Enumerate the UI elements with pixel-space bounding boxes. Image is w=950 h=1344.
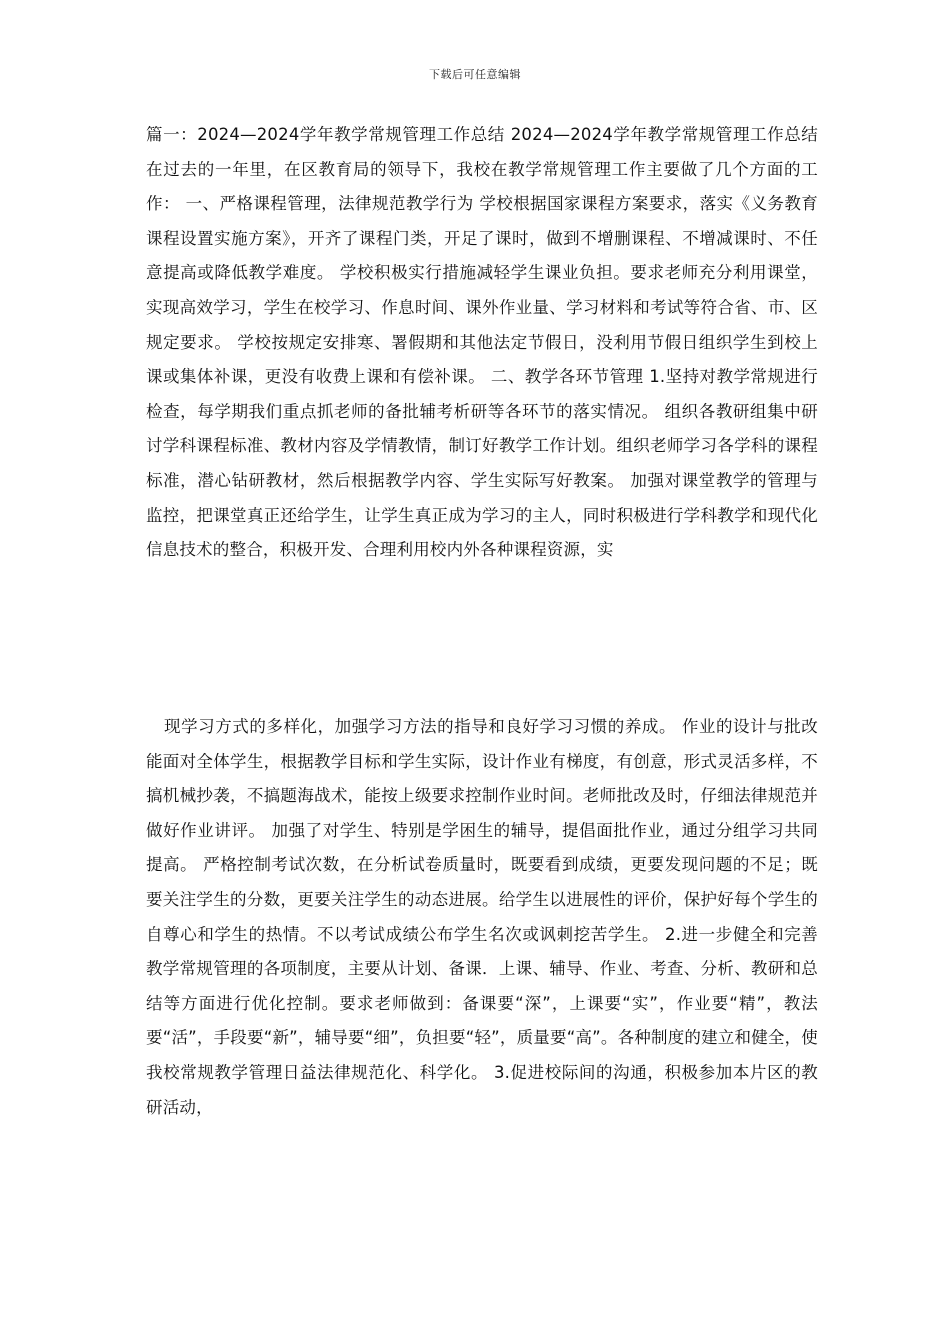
- body-paragraph-1: 篇一：2024—2024学年教学常规管理工作总结 2024—2024学年教学常规管理工作总结 在过去的一年里，在区教育局的领导下，我校在教学常规管理工作主要做了几个方面的工作： 一、严格课程管理，法律规范教学行为 学校根据国家课程方案要求，落实《义务教育课程设置实施方案》，开齐了课程门类，开足了课时，做到不增删课程、不增减课时、不任意提高或降低教学难度。 学校积极实行措施减轻学生课业负担。要求老师充分利用课堂，实现高效学习，学生在校学习、作息时间、课外作业量、学习材料和考试等符合省、市、区规定要求。 学校按规定安排寒、署假期和其他法定节假日，没利用节假日组织学生到校上课或集体补课，更没有收费上课和有偿补课。 二、教学各环节管理 1.坚持对教学常规进行检查，每学期我们重点抓老师的备批辅考析研等各环节的落实情况。 组织各教研组集中研讨学科课程标准、教材内容及学情教情，制订好教学工作计划。组织老师学习各学科的课程标准，潜心钻研教材，然后根据教学内容、学生实际写好教案。 加强对课堂教学的管理与监控，把课堂真正还给学生，让学生真正成为学习的主人，同时积极进行学科教学和现代化信息技术的整合，积极开发、合理利用校内外各种课程资源，实: [146, 125, 818, 560]
- page-header: 下载后可任意编辑: [429, 68, 521, 81]
- body-paragraph-2: 现学习方式的多样化，加强学习方法的指导和良好学习习惯的养成。 作业的设计与批改能面对全体学生，根据教学目标和学生实际，设计作业有梯度，有创意，形式灵活多样，不搞机械抄袭，不搞题海战术，能按上级要求控制作业时间。老师批改及时，仔细法律规范并做好作业讲评。 加强了对学生、特别是学困生的辅导，提倡面批作业，通过分组学习共同提高。 严格控制考试次数，在分析试卷质量时，既要看到成绩，更要发现问题的不足；既要关注学生的分数，更要关注学生的动态进展。给学生以进展性的评价，保护好每个学生的自尊心和学生的热情。不以考试成绩公布学生名次或讽刺挖苦学生。 2.进一步健全和完善教学常规管理的各项制度，主要从计划、备课．上课、辅导、作业、考查、分析、教研和总结等方面进行优化控制。要求老师做到：备课要“深”，上课要“实”，作业要“精”，教法要“活”，手段要“新”，辅导要“细”，负担要“轻”，质量要“高”。各种制度的建立和健全，使我校常规教学管理日益法律规范化、科学化。 3.促进校际间的沟通，积极参加本片区的教研活动，: [146, 717, 818, 1117]
